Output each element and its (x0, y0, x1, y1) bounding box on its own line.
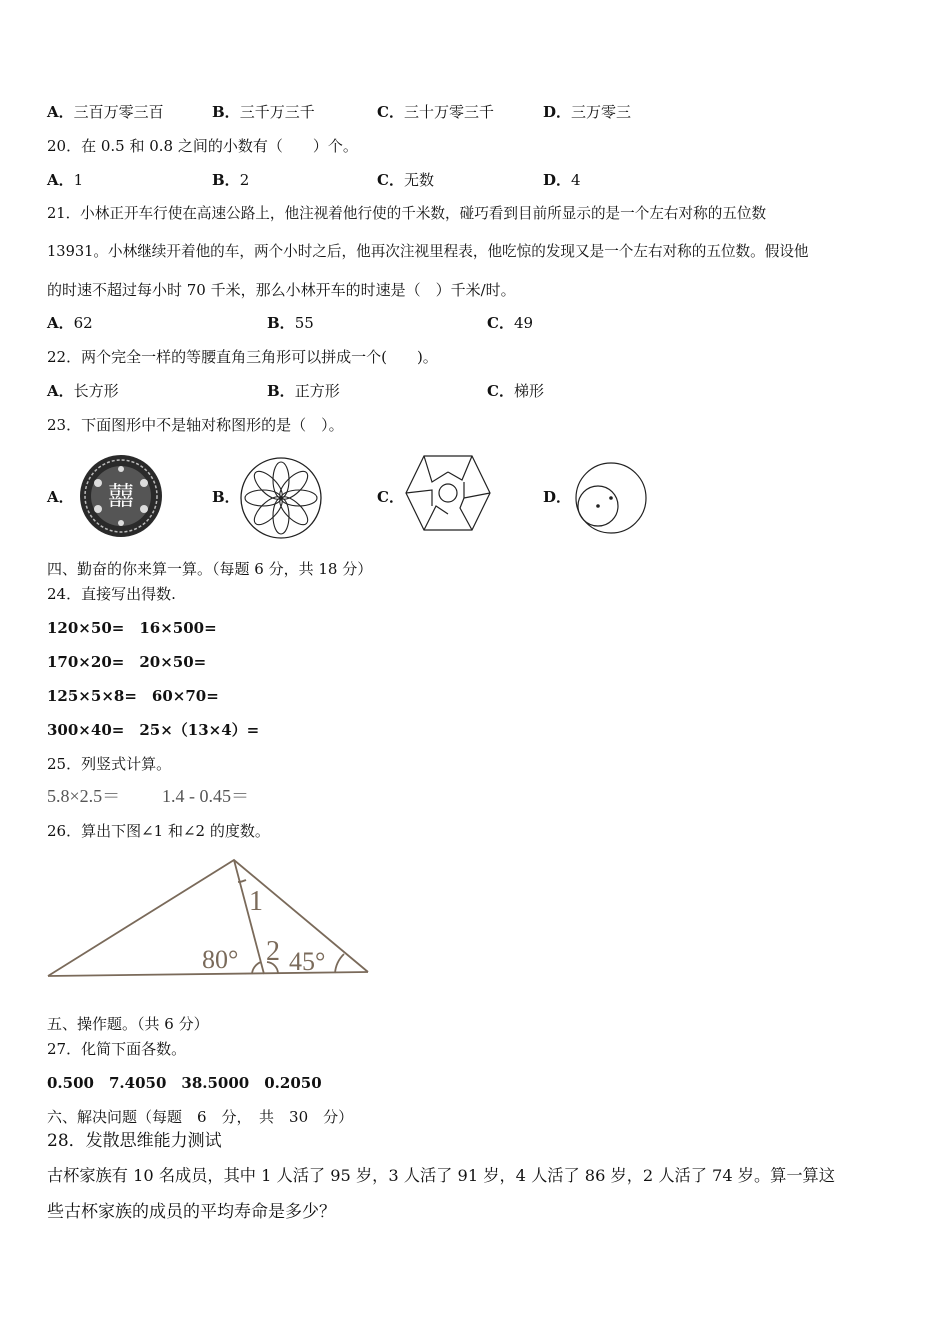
option-text: 三千万三千 (239, 103, 315, 121)
option-text: 三百万零三百 (73, 103, 164, 121)
option-text: 55 (294, 314, 314, 332)
q21-line-3: 的时速不超过每小时 70 千米，那么小林开车的时速是（ ）千米/时。 (47, 281, 516, 299)
emblem-character: 囍 (107, 482, 135, 512)
q19-option-b[interactable] (212, 102, 315, 122)
option-label: A． (47, 103, 74, 121)
angle-80-label: 80° (202, 945, 239, 974)
q20-option-b[interactable] (212, 170, 249, 190)
q20-option-c[interactable] (377, 170, 434, 190)
option-label: C． (487, 382, 514, 400)
q19-option-d[interactable] (543, 102, 631, 122)
q22-option-b[interactable] (267, 381, 340, 401)
section-4-heading: 四、勤奋的你来算一算。（每题 6 分，共 18 分） (47, 560, 373, 578)
q28-title: 28．发散思维能力测试 (47, 1131, 222, 1151)
option-text: 无数 (403, 171, 434, 189)
q27-stem: 27．化简下面各数。 (47, 1040, 187, 1058)
q28-line-1: 古杯家族有 10 名成员，其中 1 人活了 95 岁，3 人活了 91 岁，4 人活了 86 岁，2 人活了 74 岁。算一算这 (47, 1166, 835, 1185)
q24-row-4: 300×40= 25×（13×4）= (47, 721, 260, 739)
q22-option-c[interactable] (487, 381, 544, 401)
option-label: C． (377, 171, 404, 189)
option-label: D． (543, 488, 572, 506)
q23-option-a[interactable] (47, 487, 74, 507)
q20-stem: 20．在 0.5 和 0.8 之间的小数有（ ）个。 (47, 137, 358, 155)
option-text: 1 (73, 171, 84, 189)
q25-expression-2: 1.4 - 0.45＝ (162, 786, 249, 806)
option-label: D． (543, 171, 572, 189)
option-text: 62 (73, 314, 93, 332)
pinwheel-hexagon-figure (402, 452, 494, 534)
section-6-heading: 六、解决问题（每题 6 分， 共 30 分） (47, 1108, 354, 1126)
q20-option-a[interactable] (47, 170, 83, 190)
option-text: 2 (239, 171, 250, 189)
q25-expression-1: 5.8×2.5＝ (47, 786, 121, 806)
q21-line-2: 13931。小林继续开着他的车，两个小时之后，他再次注视里程表，他吃惊的发现又是一个左右对称的五位数。假设他 (47, 243, 809, 260)
option-label: B． (212, 103, 240, 121)
q25-stem: 25．列竖式计算。 (47, 755, 172, 773)
option-label: C． (377, 103, 404, 121)
q20-option-d[interactable] (543, 170, 581, 190)
option-label: B． (212, 488, 240, 506)
option-label: A． (47, 314, 74, 332)
q21-option-b[interactable] (267, 313, 314, 333)
q21-option-a[interactable] (47, 313, 93, 333)
q24-row-2: 170×20= 20×50= (47, 653, 207, 671)
angle-2-label: 2 (266, 936, 280, 967)
q24-stem: 24．直接写出得数. (47, 585, 176, 603)
option-label: B． (267, 382, 295, 400)
option-label: D． (543, 103, 572, 121)
option-label: A． (47, 171, 74, 189)
option-text: 49 (513, 314, 534, 332)
flower-circle-figure (238, 455, 324, 541)
option-label: B． (267, 314, 295, 332)
nested-circles-figure (572, 460, 650, 538)
option-label: C． (377, 488, 404, 506)
option-text: 梯形 (513, 382, 544, 400)
q19-option-a[interactable] (47, 102, 164, 122)
q24-row-1: 120×50= 16×500= (47, 619, 217, 637)
triangle-angle-figure (44, 852, 379, 982)
option-label: A． (47, 488, 74, 506)
option-text: 4 (571, 171, 581, 189)
q23-option-b[interactable] (212, 487, 240, 507)
option-text: 三十万零三千 (403, 103, 494, 121)
option-label: C． (487, 314, 514, 332)
q26-stem: 26．算出下图∠1 和∠2 的度数。 (47, 822, 270, 840)
q21-line-1: 21．小林正开车行使在高速公路上，他注视着他行使的千米数，碰巧看到目前所显示的是一个左右对称的五位数 (47, 205, 767, 222)
angle-45-label: 45° (289, 947, 326, 976)
angle-1-label: 1 (249, 886, 263, 917)
q19-option-c[interactable] (377, 102, 494, 122)
q23-stem: 23．下面图形中不是轴对称图形的是（ ）。 (47, 416, 344, 434)
option-text: 长方形 (73, 382, 119, 400)
option-text: 正方形 (294, 382, 340, 400)
q22-stem: 22．两个完全一样的等腰直角三角形可以拼成一个( )。 (47, 348, 438, 366)
q23-option-d[interactable] (543, 487, 571, 507)
double-happiness-emblem (78, 453, 164, 539)
option-label: B． (212, 171, 240, 189)
q24-row-3: 125×5×8= 60×70= (47, 687, 219, 705)
q21-option-c[interactable] (487, 313, 533, 333)
q28-line-2: 些古杯家族的成员的平均寿命是多少？ (47, 1202, 336, 1222)
section-5-heading: 五、操作题。（共 6 分） (47, 1015, 209, 1033)
option-text: 三万零三 (571, 103, 632, 121)
option-label: A． (47, 382, 74, 400)
q27-numbers: 0.500 7.4050 38.5000 0.2050 (47, 1074, 322, 1092)
q22-option-a[interactable] (47, 381, 119, 401)
q23-option-c[interactable] (377, 487, 404, 507)
